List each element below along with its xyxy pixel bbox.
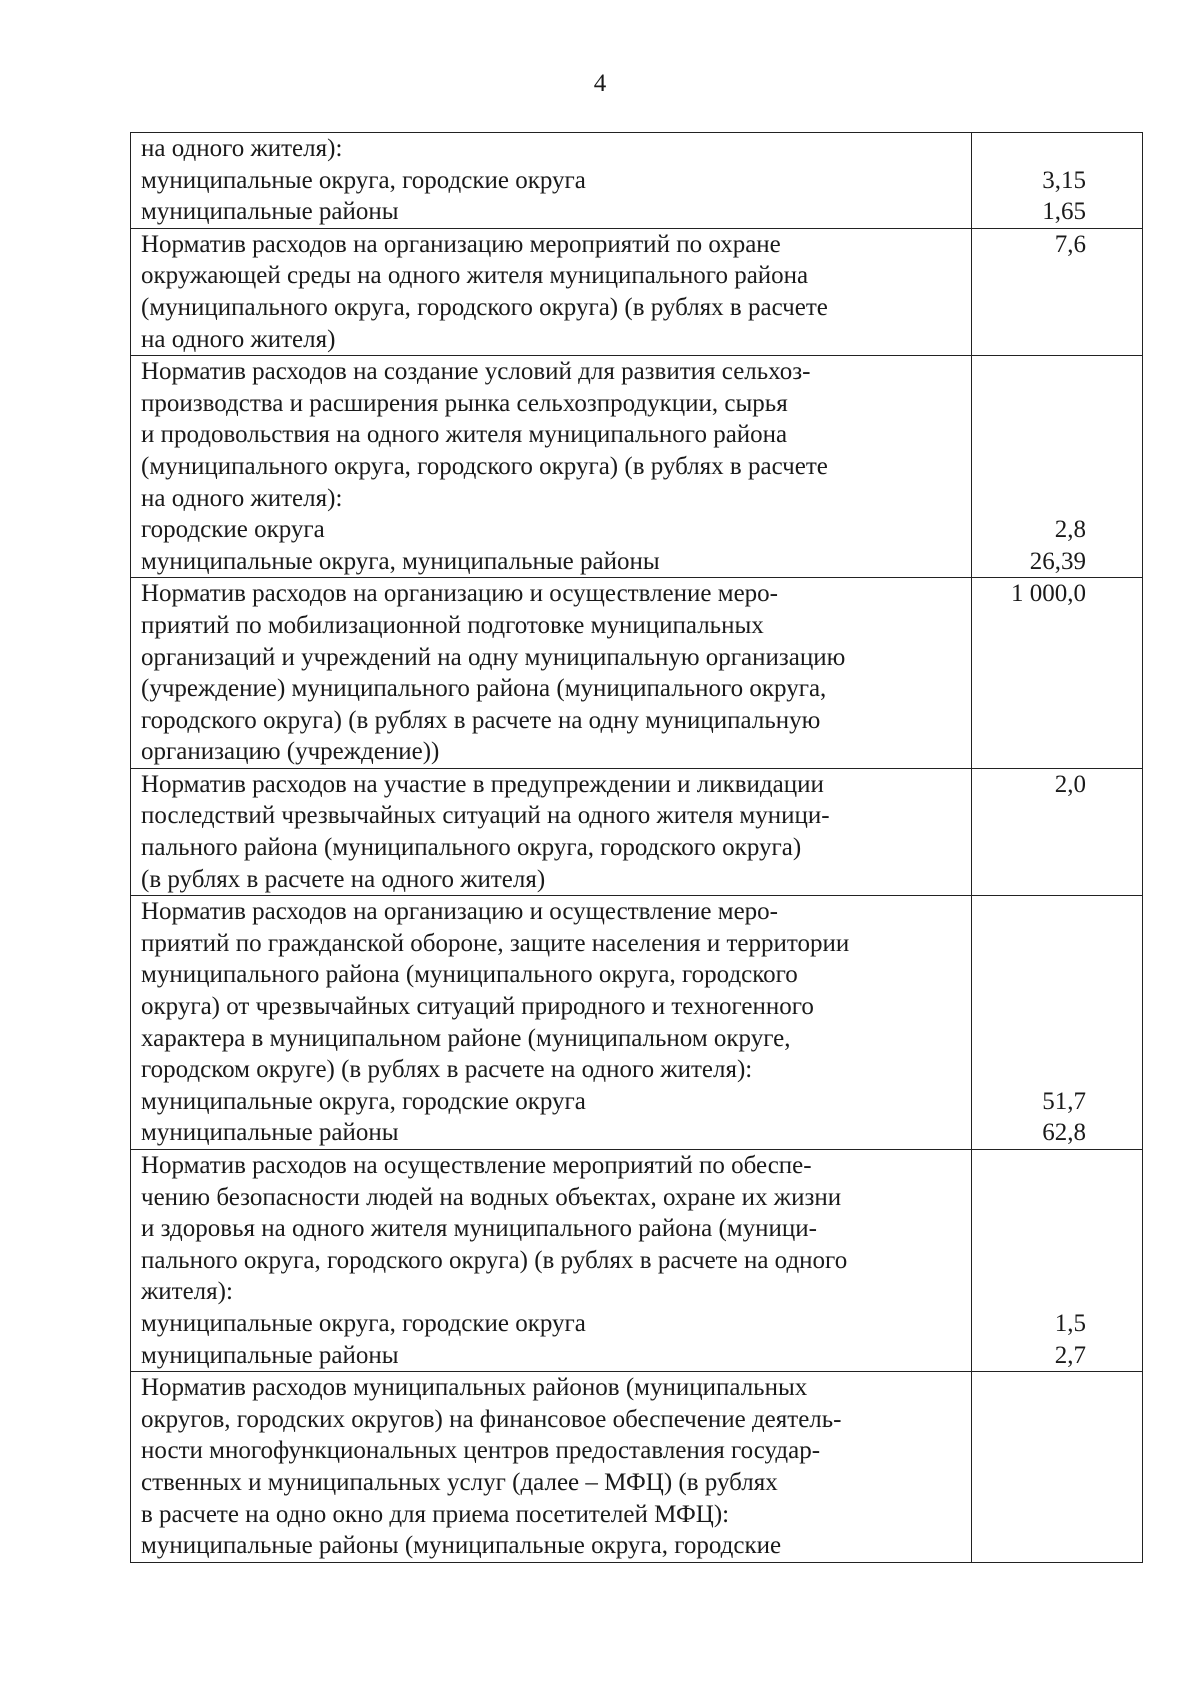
description-line: (муниципального округа, городского округа) (в рублях в расчете xyxy=(141,293,828,321)
value-cell xyxy=(972,228,1143,355)
value-line: 2,0 xyxy=(1054,770,1086,798)
description-cell xyxy=(131,1150,972,1372)
value-line xyxy=(972,705,1142,737)
value-line: 2,8 xyxy=(1054,516,1086,544)
table-row xyxy=(131,578,1143,769)
description-line: приятий по мобилизационной подготовке муниципальных xyxy=(141,611,764,639)
description-line: на одного жителя) xyxy=(141,325,336,353)
table-row xyxy=(131,896,1143,1150)
description-cell xyxy=(131,1372,972,1563)
value-line xyxy=(972,928,1142,960)
description-cell xyxy=(131,768,972,895)
description-line: на одного жителя): xyxy=(141,484,343,512)
value-cell xyxy=(972,1372,1143,1563)
description-line: последствий чрезвычайных ситуаций на одного жителя муници- xyxy=(141,802,830,830)
description-line: округов, городских округов) на финансовое обеспечение деятель- xyxy=(141,1405,842,1433)
description-line: чению безопасности людей на водных объектах, охране их жизни xyxy=(141,1183,842,1211)
value-line xyxy=(972,832,1142,864)
description-line: приятий по гражданской обороне, защите населения и территории xyxy=(141,929,850,957)
description-cell xyxy=(131,356,972,578)
value-line xyxy=(972,419,1142,451)
description-line: в расчете на одно окно для приема посетителей МФЦ): xyxy=(141,1500,730,1528)
value-line xyxy=(972,1182,1142,1214)
table-row xyxy=(131,1150,1143,1372)
description-line: муниципальные округа, городские округа xyxy=(141,1087,586,1115)
table-row xyxy=(131,356,1143,578)
value-cell xyxy=(972,896,1143,1150)
value-line xyxy=(972,451,1142,483)
value-line: 51,7 xyxy=(1042,1087,1086,1115)
description-line: Норматив расходов на организацию и осуществление меро- xyxy=(141,580,778,608)
value-line xyxy=(972,260,1142,292)
value-line: 26,39 xyxy=(1029,547,1086,575)
value-line xyxy=(972,673,1142,705)
value-line: 1,65 xyxy=(1042,198,1086,226)
description-line: (учреждение) муниципального района (муниципального округа, xyxy=(141,675,827,703)
description-line: на одного жителя): xyxy=(141,135,343,162)
description-line: муниципальные районы xyxy=(141,1341,399,1369)
value-line xyxy=(972,356,1142,388)
value-line xyxy=(972,292,1142,324)
value-line xyxy=(972,483,1142,515)
value-cell xyxy=(972,578,1143,769)
value-line xyxy=(972,736,1142,768)
description-line: муниципальные районы xyxy=(141,198,399,226)
value-line xyxy=(972,896,1142,928)
value-line xyxy=(972,1213,1142,1245)
description-line: муниципальные округа, муниципальные районы xyxy=(141,547,660,575)
description-line: (муниципального округа, городского округа) (в рублях в расчете xyxy=(141,452,828,480)
value-line: 2,7 xyxy=(1054,1341,1086,1369)
description-line: пального округа, городского округа) (в рублях в расчете на одного xyxy=(141,1246,848,1274)
description-line: Норматив расходов на осуществление мероприятий по обеспе- xyxy=(141,1152,812,1179)
value-line xyxy=(972,800,1142,832)
description-line: Норматив расходов на создание условий для развития сельхоз- xyxy=(141,358,811,386)
description-line: характера в муниципальном районе (муниципальном округе, xyxy=(141,1024,791,1052)
value-line xyxy=(972,324,1142,356)
table-row xyxy=(131,1372,1143,1563)
description-line: жителя): xyxy=(141,1278,233,1306)
description-line: городском округе) (в рублях в расчете на одного жителя): xyxy=(141,1056,753,1084)
value-line xyxy=(972,864,1142,896)
value-line xyxy=(972,1276,1142,1308)
value-line: 3,15 xyxy=(1042,166,1086,194)
description-line: Норматив расходов на организацию мероприятий по охране xyxy=(141,230,781,258)
value-line xyxy=(972,1435,1142,1467)
table-row xyxy=(131,768,1143,895)
description-line: Норматив расходов на участие в предупреждении и ликвидации xyxy=(141,770,824,798)
value-line xyxy=(972,1245,1142,1277)
description-cell xyxy=(131,228,972,355)
value-line xyxy=(972,133,1142,165)
value-cell xyxy=(972,768,1143,895)
page-number: 4 xyxy=(593,70,607,97)
value-line: 1,5 xyxy=(1054,1309,1086,1337)
value-line xyxy=(972,642,1142,674)
description-line: ственных и муниципальных услуг (далее – МФЦ) (в рублях xyxy=(141,1468,778,1496)
norms-table-body xyxy=(131,133,1143,1563)
description-line: округа) от чрезвычайных ситуаций природного и техногенного xyxy=(141,993,814,1021)
table-row xyxy=(131,228,1143,355)
value-cell xyxy=(972,356,1143,578)
value-line xyxy=(972,1023,1142,1055)
description-line: городские округа xyxy=(141,516,325,544)
description-line: Норматив расходов на организацию и осуществление меро- xyxy=(141,898,778,926)
description-line: муниципальные округа, городские округа xyxy=(141,166,586,194)
norms-table xyxy=(130,132,1143,1563)
value-line: 62,8 xyxy=(1042,1119,1086,1147)
description-line: организаций и учреждений на одну муниципальную организацию xyxy=(141,643,846,671)
value-line xyxy=(972,1530,1142,1562)
description-line: муниципального района (муниципального округа, городского xyxy=(141,961,798,989)
description-line: муниципальные районы xyxy=(141,1119,399,1147)
value-line xyxy=(972,991,1142,1023)
value-line: 7,6 xyxy=(1054,230,1086,258)
description-line: ности многофункциональных центров предоставления государ- xyxy=(141,1437,821,1465)
value-line xyxy=(972,1054,1142,1086)
description-line: окружающей среды на одного жителя муниципального района xyxy=(141,262,809,290)
description-line: производства и расширения рынка сельхозпродукции, сырья xyxy=(141,389,788,417)
value-line xyxy=(972,1499,1142,1531)
description-line: Норматив расходов муниципальных районов (муниципальных xyxy=(141,1374,808,1402)
description-line: организацию (учреждение)) xyxy=(141,738,440,766)
value-line xyxy=(972,959,1142,991)
value-cell xyxy=(972,133,1143,229)
description-line: (в рублях в расчете на одного жителя) xyxy=(141,865,546,893)
description-cell xyxy=(131,578,972,769)
table-row xyxy=(131,133,1143,229)
description-cell xyxy=(131,133,972,229)
value-line xyxy=(972,1372,1142,1404)
value-line xyxy=(972,1467,1142,1499)
value-line: 1 000,0 xyxy=(1011,580,1086,608)
description-line: и здоровья на одного жителя муниципального района (муници- xyxy=(141,1215,817,1243)
value-line xyxy=(972,610,1142,642)
description-line: муниципальные округа, городские округа xyxy=(141,1309,586,1337)
description-line: и продовольствия на одного жителя муниципального района xyxy=(141,421,788,449)
description-line: городского округа) (в рублях в расчете на одну муниципальную xyxy=(141,706,821,734)
description-line: пального района (муниципального округа, городского округа) xyxy=(141,834,802,862)
value-cell xyxy=(972,1150,1143,1372)
value-line xyxy=(972,388,1142,420)
description-cell xyxy=(131,896,972,1150)
value-line xyxy=(972,1404,1142,1436)
value-line xyxy=(972,1150,1142,1182)
description-line: муниципальные районы (муниципальные округа, городские xyxy=(141,1532,782,1560)
